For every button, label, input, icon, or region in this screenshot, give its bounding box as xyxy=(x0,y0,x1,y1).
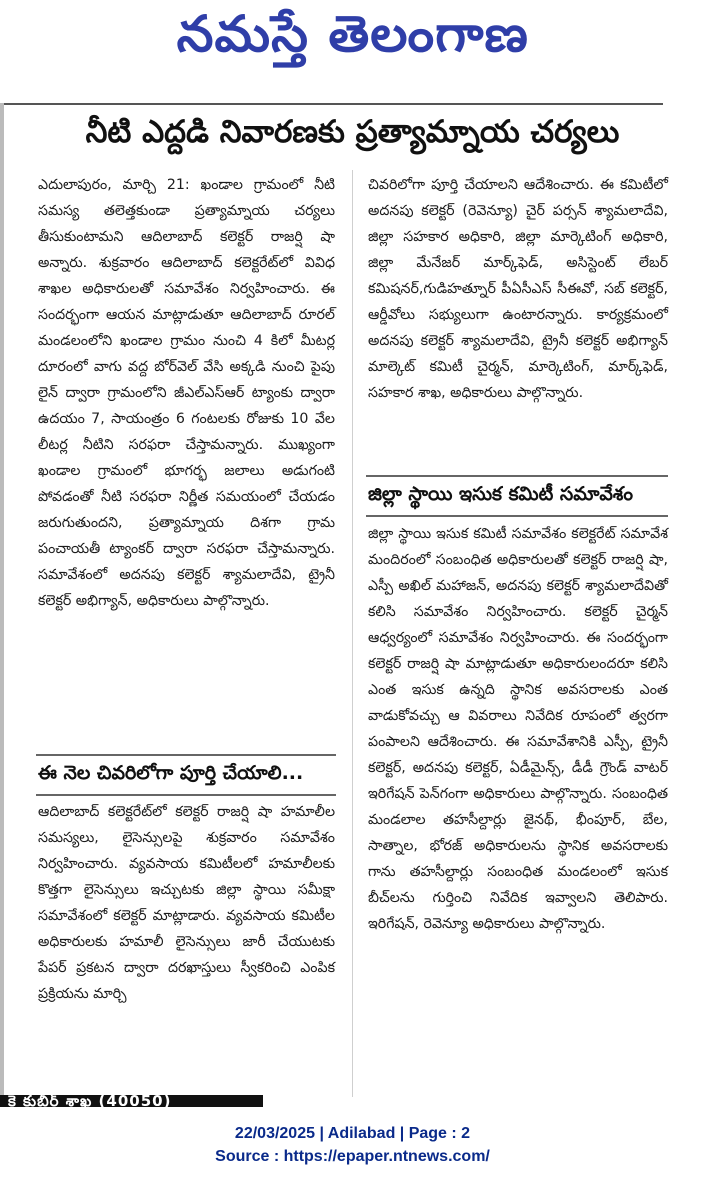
left-margin-line xyxy=(0,103,4,1103)
edition-info: 22/03/2025 | Adilabad | Page : 2 xyxy=(234,1125,471,1142)
article-body-part-1: ఎదులాపురం, మార్చి 21: ఖండాల గ్రామంలో నీటి సమస్య తలెత్తకుండా ప్రత్యామ్నాయ చర్యలు తీసుకుంటామని ఆదిలాబాద్ కలెక్టర్ రాజర్షి షా అన్నారు. శుక్రవారం ఆదిలాబాద్ కలెక్టరేట్‌లో వివిధ శాఖల అధికారులతో సమావేశం నిర్వహించారు. ఈ సందర్భంగా ఆయన మాట్లాడుతూ ఆదిలాబాద్ రూరల్ మండలంలోని ఖండాల గ్రామం నుంచి 4 కిలో మీటర్ల దూరంలో వాగు వద్ద బోర్‌వెల్ వేసి అక్కడి నుంచి పైపు లైన్ ద్వారా గ్రామంలోని జీఎల్ఎస్ఆర్ ట్యాంకు ద్వారా ఉదయం 7, సాయంత్రం 6 గంటలకు రోజుకు 10 వేల లీటర్ల నీటిని సరఫరా చేస్తామన్నారు. ముఖ్యంగా ఖండాల గ్రామంలో భూగర్భ జలాలు అడుగంటి పోవడంతో నీటి సరఫరా నిర్ణీత సమయంలో చేయడం జరుగుతుందని, ప్రత్యామ్నాయ దిశగా గ్రామ పంచాయతీ ట్యాంకర్ ద్వారా సరఫరా చేస్తామన్నారు. సమావేశంలో అదనపు కలెక్టర్ శ్యామలాదేవి, ట్రైనీ కలెక్టర్ అభిగ్యాన్, అధికారులు పాల్గొన్నారు. xyxy=(38,177,335,609)
article-column-left-lower xyxy=(38,799,335,1007)
article-column-right xyxy=(368,172,668,406)
subhead-rule-bottom xyxy=(36,794,336,796)
article-column-left xyxy=(38,172,335,614)
article-body-part-4: జిల్లా స్థాయి ఇసుక కమిటీ సమావేశం కలెక్టరేట్ సమావేశ మందిరంలో సంబంధిత అధికారులతో కలెక్టర్ రాజర్షి షా, ఎస్పీ అఖిల్ మహాజన్, అదనపు కలెక్టర్ శ్యామలాదేవితో కలిసి సమావేశం నిర్వహించారు. కలెక్టర్ చైర్మన్ ఆధ్వర్యంలో సమావేశం నిర్వహించారు. ఈ సందర్భంగా కలెక్టర్ రాజర్షి షా మాట్లాడుతూ అధికారులందరూ కలిసి ఎంత ఇసుక ఉన్నది స్థానిక అవసరాలకు ఎంత వాడుకోవచ్చు ఆ వివరాలు నివేదిక రూపంలో త్వరగా పంపాలని ఆదేశించారు. ఈ సమావేశానికి ఎస్పీ, ట్రైనీ కలెక్టర్, అదనపు కలెక్టర్, ఏడీమైన్స్, డీడీ గ్రౌండ్ వాటర్ ఇరిగేషన్ పెన్‌గంగా అధికారులు పాల్గొన్నారు. సంబంధిత మండలాల తహసీల్దార్లు జైనథ్, భీంపూర్, బేల, సాత్నాల, భోరజ్ అధికారులను స్థానిక అవసరాలకు గాను తహసీల్దార్లు సంబంధిత మండలంలో ఇసుక బీచ్‌లను గుర్తించి నివేదిక ఇవ్వాలని తెలిపారు. ఇరిగేషన్, రెవెన్యూ అధికారులు పాల్గొన్నారు. xyxy=(368,526,668,932)
subhead-rule-bottom xyxy=(366,515,668,517)
article-byline: కె కుబీర్ శాఖ (40050) xyxy=(8,1092,172,1110)
source-link[interactable]: Source : https://epaper.ntnews.com/ xyxy=(215,1148,490,1165)
top-divider xyxy=(0,103,663,105)
subhead-rule-top xyxy=(36,754,336,756)
subhead-rule-top xyxy=(366,475,668,477)
article-headline: నీటి ఎద్దడి నివారణకు ప్రత్యామ్నాయ చర్యలు xyxy=(85,113,620,150)
article-subhead-2: జిల్లా స్థాయి ఇసుక కమిటీ సమావేశం xyxy=(368,483,634,505)
article-body-part-2: ఆదిలాబాద్ కలెక్టరేట్‌లో కలెక్టర్ రాజర్షి షా హమాలీల సమస్యలు, లైసెన్సులపై శుక్రవారం సమావేశం నిర్వహించారు. వ్యవసాయ కమిటీలలో హమాలీలకు కొత్తగా లైసెన్సులు ఇచ్చుటకు జిల్లా స్థాయి సమీక్షా సమావేశంలో కలెక్టర్ మాట్లాడారు. వ్యవసాయ కమిటీల అధికారులకు హమాలీ లైసెన్సులు జారీ చేయుటకు పేపర్ ప్రకటన ద్వారా దరఖాస్తులు స్వీకరించి ఎంపిక ప్రక్రియను మార్చి xyxy=(38,804,335,1002)
masthead-title: నమస్తే తెలంగాణ xyxy=(176,4,529,63)
newspaper-masthead xyxy=(0,0,705,80)
article-body-part-3: చివరిలోగా పూర్తి చేయాలని ఆదేశించారు. ఈ కమిటీలో అదనపు కలెక్టర్ (రెవెన్యూ) చైర్ పర్సన్ శ్యామలాదేవి, జిల్లా సహకార అధికారి, జిల్లా మార్కెటింగ్ అధికారి, జిల్లా మేనేజర్ మార్క్‌ఫెడ్, అసిస్టెంట్ లేబర్ కమిషనర్,గుడిహత్నూర్ పీఏసీఎస్ సీఈవో, సబ్ కలెక్టర్, ఆర్డీవోలు సభ్యులుగా ఉంటారన్నారు. కార్యక్రమంలో అదనపు కలెక్టర్ శ్యామలాదేవి, ట్రైనీ కలెక్టర్ అభిగ్యాన్ మాల్కెట్ కమిటీ చైర్మన్, మార్కెటింగ్, మార్క్‌ఫెడ్, సహకార శాఖ, అధికారులు పాల్గొన్నారు. xyxy=(368,177,668,401)
article-column-right-lower xyxy=(368,521,668,937)
column-separator xyxy=(352,170,353,1097)
article-subhead-1: ఈ నెల చివరిలోగా పూర్తి చేయాలి... xyxy=(38,762,304,784)
